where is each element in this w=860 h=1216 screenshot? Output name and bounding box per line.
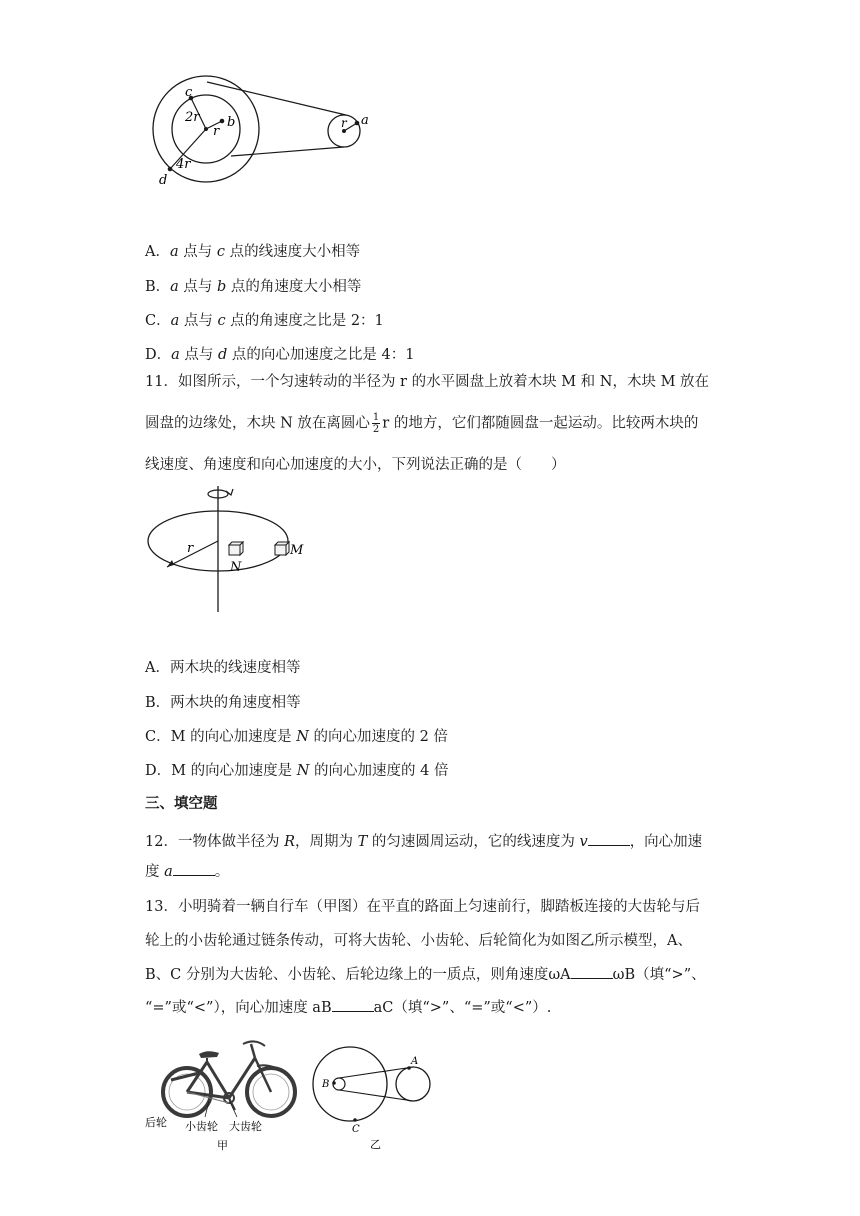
q10-options-option-c[interactable] <box>145 311 384 331</box>
label-a: a <box>361 113 369 128</box>
bike-label-small-gear: 小齿轮 <box>185 1120 218 1133</box>
disk-label-N: N <box>230 560 242 575</box>
q11-options-option-a[interactable] <box>145 658 300 678</box>
gear-model-figure <box>305 1040 440 1152</box>
fraction-half: $\frac{1}{2}$ <box>372 412 380 435</box>
option-letter: B． <box>145 279 171 295</box>
option-text: 点与 <box>178 244 217 260</box>
option-text: 两木块的角速度相等 <box>170 695 301 711</box>
q11-options-option-d[interactable] <box>145 761 448 781</box>
q10-options-option-a[interactable] <box>145 242 360 262</box>
q10-options-option-d[interactable] <box>145 345 414 365</box>
option-text: d <box>218 347 228 363</box>
option-letter: C． <box>145 313 171 329</box>
option-text: 两木块的线速度相等 <box>169 660 301 676</box>
label-r-small: r <box>213 124 220 139</box>
option-text: a <box>169 244 179 260</box>
option-letter: A． <box>145 660 170 676</box>
label-2r: 2r <box>185 110 200 125</box>
q13-blank-angular[interactable] <box>571 964 613 979</box>
q13-line4: “=”或“<”），向心加速度 aB aC（填“>”、“=”或“<”）. <box>145 997 551 1018</box>
option-letter: D． <box>145 763 172 779</box>
option-letter: A． <box>145 244 170 260</box>
q11-stem-line1: 11．如图所示，一个匀速转动的半径为 r 的水平圆盘上放着木块 M 和 N，木块 M 放在 <box>145 374 710 390</box>
q13-blank-acceleration[interactable] <box>332 997 374 1012</box>
option-text: 点的向心加速度之比是 4：1 <box>227 347 415 363</box>
label-b: b <box>227 115 236 130</box>
model-label-C: C <box>352 1124 360 1135</box>
option-text: 的向心加速度的 2 倍 <box>308 729 448 745</box>
option-text: a <box>170 279 179 295</box>
option-text: 的向心加速度的 4 倍 <box>309 763 449 779</box>
option-text: b <box>217 279 227 295</box>
option-text: c <box>217 313 226 329</box>
rotating-disk-figure <box>145 486 305 614</box>
disk-label-r: r <box>187 541 194 556</box>
q11-options-option-c[interactable] <box>145 727 448 747</box>
model-label-B: B <box>322 1079 330 1090</box>
bicycle-figure <box>145 1032 305 1154</box>
option-text: c <box>216 244 225 260</box>
caption-yi: 乙 <box>370 1138 381 1151</box>
option-text: 点的角速度大小相等 <box>226 279 362 295</box>
q13-line1: 13．小明骑着一辆自行车（甲图）在平直的路面上匀速前行，脚踏板连接的大齿轮与后 <box>145 899 700 915</box>
caption-jia: 甲 <box>217 1139 228 1152</box>
bike-label-rear-wheel: 后轮 <box>145 1116 167 1129</box>
q13-line3: B、C 分别为大齿轮、小齿轮、后轮边缘上的一质点，则角速度ωA ωB（填“>”、 <box>145 964 706 985</box>
option-letter: D． <box>145 347 172 363</box>
q13-line2: 轮上的小齿轮通过链条传动，可将大齿轮、小齿轮、后轮简化为如图乙所示模型，A、 <box>145 933 692 949</box>
option-text: M 的向心加速度是 <box>170 729 297 745</box>
pulley-figure <box>145 65 385 190</box>
option-text: 点与 <box>179 313 218 329</box>
option-text: N <box>296 729 309 745</box>
option-text: 点与 <box>178 279 218 295</box>
label-d: d <box>159 173 168 188</box>
q12-blank-acceleration[interactable] <box>173 861 215 876</box>
option-text: a <box>170 313 180 329</box>
q11-stem-line3: 线速度、角速度和向心加速度的大小，下列说法正确的是（ ） <box>145 457 566 473</box>
label-4r: 4r <box>176 157 191 172</box>
option-text: a <box>171 347 180 363</box>
label-c: c <box>185 85 193 100</box>
disk-label-M: M <box>290 543 304 558</box>
option-text: 点的角速度之比是 2：1 <box>225 313 384 329</box>
q11-stem-line2: 圆盘的边缘处，木块 N 放在离圆心 $\frac{1}{2}$ r 的地方，它们都随圆盘一起运动。比较两木块的 <box>145 412 699 435</box>
option-text: 点与 <box>179 347 219 363</box>
section3-title: 三、填空题 <box>145 795 218 812</box>
option-text: M 的向心加速度是 <box>171 763 297 779</box>
option-letter: B． <box>145 695 171 711</box>
q11-options-option-b[interactable] <box>145 693 301 713</box>
q10-options-option-b[interactable] <box>145 277 361 297</box>
bike-label-big-gear: 大齿轮 <box>229 1120 262 1133</box>
q12-line2: 度 a 。 <box>145 861 229 882</box>
option-text: 点的线速度大小相等 <box>224 244 361 260</box>
q12-blank-velocity[interactable] <box>588 831 630 846</box>
model-label-A: A <box>411 1056 419 1067</box>
label-r-a: r <box>341 116 347 130</box>
option-text: N <box>296 763 310 779</box>
option-letter: C． <box>145 729 171 745</box>
q12-line1: 12．一物体做半径为 R，周期为 T 的匀速圆周运动，它的线速度为 v ，向心加速 <box>145 831 702 852</box>
